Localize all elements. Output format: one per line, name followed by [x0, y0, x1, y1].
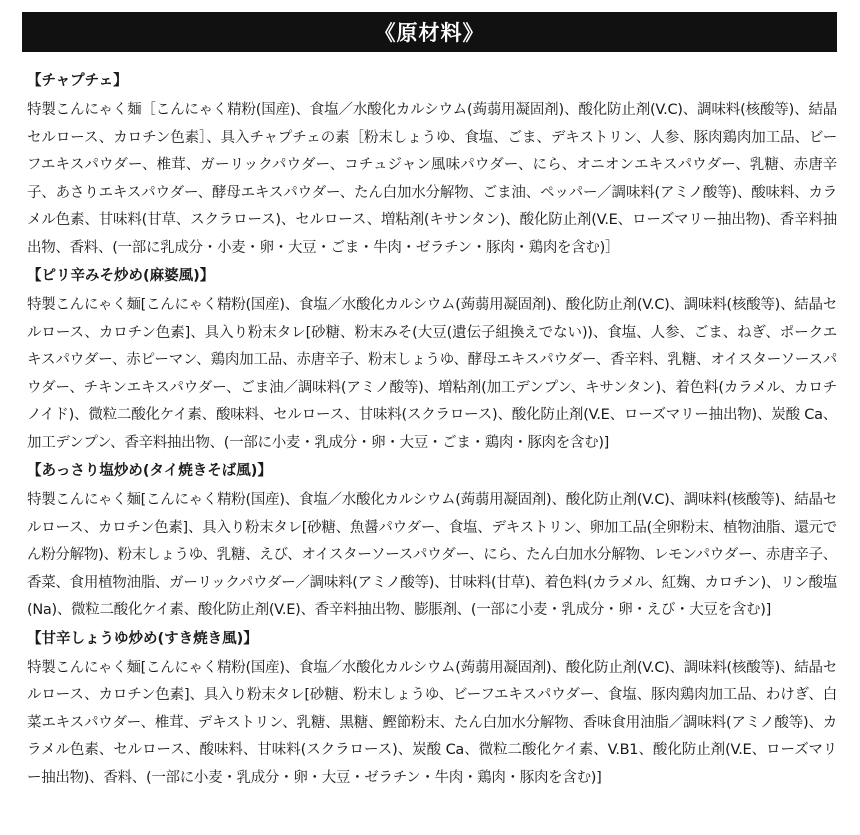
section-heading-light-salt: 【あっさり塩炒め(タイ焼きそば風)】 [27, 463, 272, 479]
section-sweet-soy [27, 628, 837, 793]
section-heading-spicy-miso: 【ピリ辛みそ炒め(麻婆風)】 [27, 268, 215, 284]
section-text-spicy-miso: 特製こんにゃく麺[こんにゃく精粉(国産)、食塩／水酸化カルシウム(蒟蒻用凝固剤)、酸化防止剤(V.C)、調味料(核酸等)、結晶セルロース、カロチン色素]、具入り粉末タレ[砂糖、粉末みそ(大豆(遺伝子組換えでない))、食塩、人参、ごま、ねぎ、ポークエキスパウダー、赤ピーマン、鶏肉加工品、赤唐辛子、粉末しょうゆ、酵母エキスパウダー、香辛料、乳糖、オイスターソースパウダー、チキンエキスパウダー、ごま油／調味料(アミノ酸等)、増粘剤(加工デンプン、キサンタン)、着色料(カラメル、カロチノイド)、微粒二酸化ケイ素、酸味料、セルロース、甘味料(スクラロース)、酸化防止剤(V.E、ローズマリー抽出物)、炭酸 Ca、加工デンプン、香辛料抽出物、(一部に小麦・乳成分・卵・大豆・ごま・鶏肉・豚肉を含む)] [27, 297, 837, 451]
section-text-sweet-soy: 特製こんにゃく麺[こんにゃく精粉(国産)、食塩／水酸化カルシウム(蒟蒻用凝固剤)、酸化防止剤(V.C)、調味料(核酸等)、結晶セルロース、カロチン色素]、具入り粉末タレ[砂糖、粉末しょうゆ、ビーフエキスパウダー、食塩、豚肉鶏肉加工品、わけぎ、白菜エキスパウダー、椎茸、デキストリン、乳糖、黒糖、鰹節粉末、たん白加水分解物、香味食用油脂／調味料(アミノ酸等)、カラメル色素、セルロース、酸味料、甘味料(スクラロース)、炭酸 Ca、微粒二酸化ケイ素、V.B1、酸化防止剤(V.E、ローズマリー抽出物)、香料、(一部に小麦・乳成分・卵・大豆・ゼラチン・牛肉・鶏肉・豚肉を含む)] [27, 659, 837, 786]
page-title: 《原材料》 [374, 21, 485, 45]
section-text-chapchae: 特製こんにゃく麺［こんにゃく精粉(国産)、食塩／水酸化カルシウム(蒟蒻用凝固剤)、酸化防止剤(V.C)、調味料(核酸等)、結晶セルロース、カロチン色素］、具入チャプチェの素［粉末しょうゆ、食塩、ごま、デキストリン、人参、豚肉鶏肉加工品、ビーフエキスパウダー、椎茸、ガーリックパウダー、コチュジャン風味パウダー、にら、オニオンエキスパウダー、乳糖、赤唐辛子、あさりエキスパウダー、酵母エキスパウダー、たん白加水分解物、ごま油、ペッパー／調味料(アミノ酸等)、酸味料、カラメル色素、甘味料(甘草、スクラロース)、セルロース、増粘剤(キサンタン)、酸化防止剤(V.E、ローズマリー抽出物)、香辛料抽出物、香料、(一部に乳成分・小麦・卵・大豆・ごま・牛肉・ゼラチン・豚肉・鶏肉を含む)］ [27, 102, 837, 256]
section-heading-sweet-soy: 【甘辛しょうゆ炒め(すき焼き風)】 [27, 630, 258, 647]
section-chapchae [27, 70, 837, 262]
section-light-salt [27, 460, 837, 625]
title-bar [22, 12, 837, 52]
section-text-light-salt: 特製こんにゃく麺[こんにゃく精粉(国産)、食塩／水酸化カルシウム(蒟蒻用凝固剤)、酸化防止剤(V.C)、調味料(核酸等)、結晶セルロース、カロチン色素]、具入り粉末タレ[砂糖、魚醤パウダー、食塩、デキストリン、卵加工品(全卵粉末、植物油脂、還元でん粉分解物)、粉末しょうゆ、乳糖、えび、オイスターソースパウダー、にら、たん白加水分解物、レモンパウダー、赤唐辛子、香菜、食用植物油脂、ガーリックパウダー／調味料(アミノ酸等)、甘味料(甘草)、着色料(カラメル、紅麹、カロチン)、リン酸塩(Na)、微粒二酸化ケイ素、酸化防止剤(V.E)、香辛料抽出物、膨脹剤、(一部に小麦・乳成分・卵・えび・大豆を含む)] [27, 492, 837, 618]
ingredients-list [27, 70, 837, 795]
section-heading-chapchae: 【チャプチェ】 [27, 73, 128, 89]
section-spicy-miso [27, 265, 837, 457]
